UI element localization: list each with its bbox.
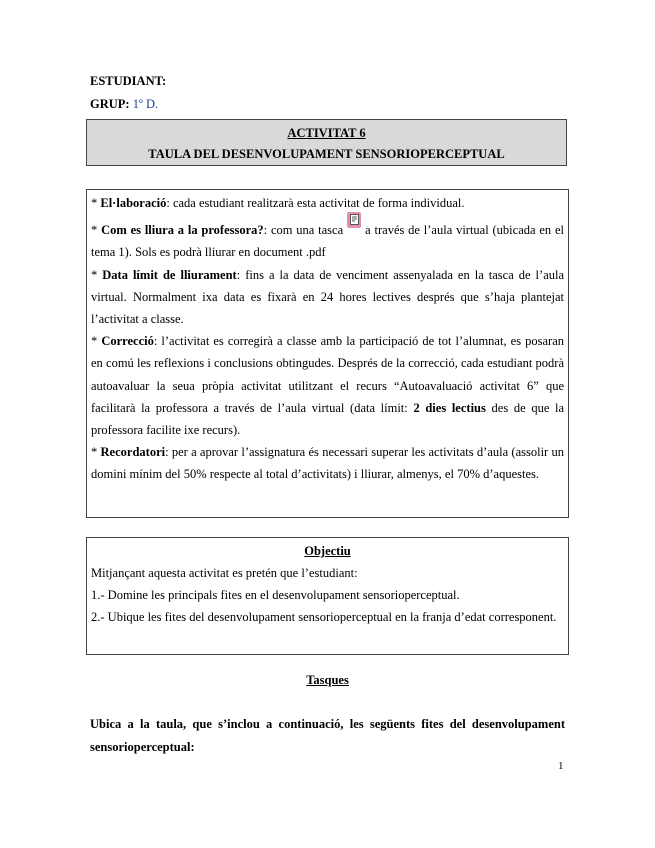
page-number: 1 xyxy=(558,760,564,772)
student-label: ESTUDIANT: xyxy=(90,74,167,88)
reminder-label: Recordatori xyxy=(100,445,166,460)
elaboration-label: El·laboració xyxy=(100,196,167,210)
correction-text-a: : l’activitat es corregirà a classe amb la participació de tot l’alumnat, es posaran en comú les reflexions i conclusions obtingudes. Després de la correcció, cada estudiant podrà autoavaluar la seua pròpia activitat utilitzant el recurs “Autoavaluació activitat 6” que facilitarà la professora a través de l’aula virtual (data límit: xyxy=(91,334,565,415)
deadline-text: : fins a la data de venciment assenyalada en la tasca de l’aula virtual. Normalment ixa data es fixarà en 24 hores lectives després que s’haja plantejat l’activitat a classe. xyxy=(91,267,565,327)
objective-item: 1.- Domine les principals fites en el desenvolupament sensorioperceptual. xyxy=(91,588,460,602)
correction-bold: 2 dies lectius xyxy=(413,400,486,415)
objective-box xyxy=(86,537,569,655)
delivery-text-a: : com una tasca xyxy=(263,223,344,238)
reminder-text: : per a aprovar l’assignatura és necessari superar les activitats d’aula (assolir un domini mínim del 50% respecte al total d’activitats) i lliurar, almenys, el 70% d’aquestes. xyxy=(91,445,564,482)
delivery-paragraph: * Com es lliura a la professora?: com una tasca a través de l’aula virtual (ubicada en el tema 1). Sols es podrà lliurar en document .pdf xyxy=(91,219,564,263)
deadline-paragraph: * Data límit de lliurament: fins a la data de venciment assenyalada en la tasca de l’aula virtual. Normalment ixa data es fixarà en 24 hores lectives després que s’haja plantejat l’activitat a classe. xyxy=(91,267,565,327)
tasks-instruction: Ubica a la taula, que s’inclou a continuació, les següents fites del desenvolupament sensorioperceptual: xyxy=(90,717,565,754)
activity-title: ACTIVITAT 6 xyxy=(287,126,366,140)
group-value: 1º D. xyxy=(132,97,159,111)
group-line xyxy=(90,97,158,112)
delivery-text-b: a través de l’aula virtual (ubicada en el tema 1). Sols es podrà lliurar en document .pdf xyxy=(91,223,564,260)
objective-intro: Mitjançant aquesta activitat es pretén que l’estudiant: xyxy=(91,566,358,580)
tasks-heading: Tasques xyxy=(306,673,349,687)
correction-paragraph: * Correcció: l’activitat es corregirà a classe amb la participació de tot l’alumnat, es posaran en comú les reflexions i conclusions obtingudes. Després de la correcció, cada estudiant podrà autoavaluar la seua pròpia activitat utilitzant el recurs “Autoavaluació activitat 6” que facilitarà la professora a través de l’aula virtual (data límit: 2 dies lectius des de que la professora facilite ixe recurs). xyxy=(91,334,565,438)
elaboration-text: : cada estudiant realitzarà esta activitat de forma individual. xyxy=(166,196,465,210)
instructions-box xyxy=(86,189,569,518)
reminder-paragraph: * Recordatori: per a aprovar l’assignatura és necessari superar les activitats d’aula (assolir un domini mínim del 50% respecte al total d’activitats) i lliurar, almenys, el 70% d’aquestes. xyxy=(91,445,564,482)
objective-item: 2.- Ubique les fites del desenvolupament sensorioperceptual en la franja d’edat corresponent. xyxy=(91,610,557,624)
elaboration-paragraph: * El·laboració: cada estudiant realitzarà esta activitat de forma individual. xyxy=(91,196,465,210)
correction-label: Correcció xyxy=(101,334,154,349)
group-label: GRUP: xyxy=(90,97,130,111)
delivery-label: Com es lliura a la professora? xyxy=(101,223,264,238)
assignment-icon xyxy=(347,212,361,228)
title-box xyxy=(86,119,567,166)
deadline-label: Data límit de lliurament xyxy=(102,267,237,282)
activity-subtitle: TAULA DEL DESENVOLUPAMENT SENSORIOPERCEPTUAL xyxy=(148,147,505,161)
objective-heading: Objectiu xyxy=(304,544,351,558)
correction-text-b: des de que la professora facilite ixe recurs). xyxy=(91,400,565,438)
